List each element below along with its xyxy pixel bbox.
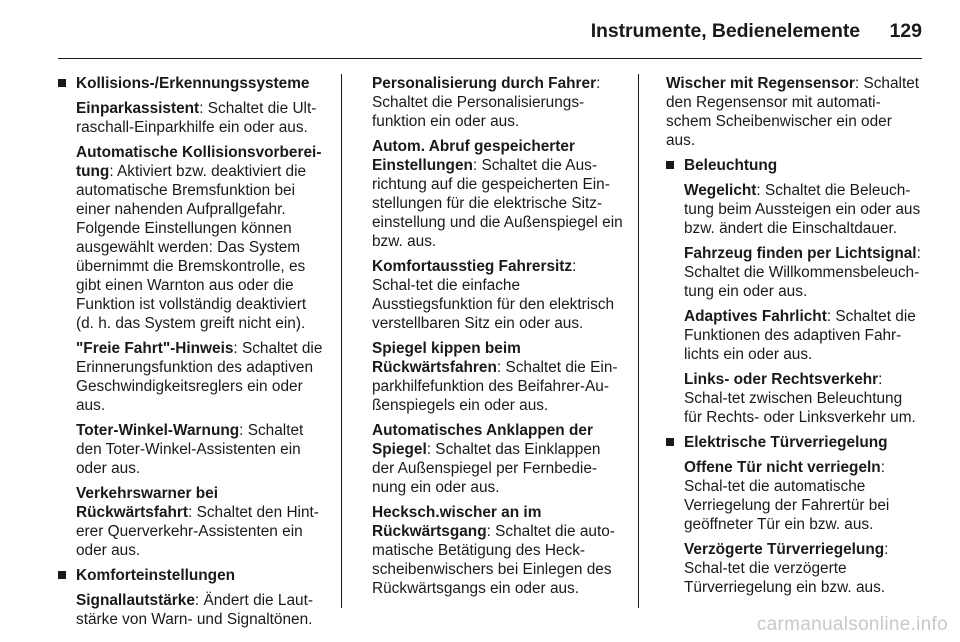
bullet-square-icon (666, 438, 674, 446)
setting-description: : Schaltet die Personalisierungs-funktion ein oder aus. (372, 75, 601, 130)
setting-description: : Schaltet das Einklappen der Außenspiegel per Fernbedie-nung ein oder aus. (372, 441, 601, 496)
section-heading (58, 74, 326, 93)
setting-entry (58, 339, 326, 415)
setting-entry (58, 484, 326, 560)
column-3 (666, 74, 924, 603)
section-heading (666, 433, 924, 452)
setting-description: : Schaltet die Erinnerungsfunktion des adaptiven Geschwindigkeitsreglers ein oder aus. (76, 340, 323, 414)
setting-entry (58, 591, 326, 629)
setting-entry (666, 307, 924, 364)
setting-entry (666, 181, 924, 238)
setting-description: : Schaltet die Ult-raschall-Einparkhilfe ein oder aus. (76, 100, 317, 136)
setting-term: Spiegel kippen beim Rückwärtsfahren (372, 340, 521, 376)
setting-description: : Schaltet die auto-matische Betätigung des Heck-scheibenwischers bei Einlegen des Rückwärtsgangs ein oder aus. (372, 523, 615, 597)
setting-term: Adaptives Fahrlicht (684, 308, 827, 325)
setting-term: "Freie Fahrt"-Hinweis (76, 340, 234, 357)
setting-term: Links- oder Rechtsverkehr (684, 371, 879, 388)
watermark: carmanualsonline.info (756, 614, 948, 635)
setting-entry (372, 421, 624, 497)
setting-term: Verkehrswarner bei Rückwärtsfahrt (76, 485, 219, 521)
setting-description: : Aktiviert bzw. deaktiviert die automatische Bremsfunktion bei einer nahenden Aufprallgefahr. Folgende Einstellungen können ausgewählt werden: Das System übernimmt die Bremskontrolle, es gibt einen Warnton aus oder die Funktion ist vollständig deaktiviert (d. h. das System greift nicht ein). (76, 163, 307, 332)
section-title: Elektrische Türverriegelung (684, 434, 888, 451)
header-divider (58, 58, 922, 59)
setting-term: Wegelicht (684, 182, 757, 199)
page-number: 129 (889, 20, 922, 42)
section-title: Beleuchtung (684, 157, 778, 174)
setting-description: : Schaltet den Regensensor mit automati-schem Scheibenwischer ein oder aus. (666, 75, 920, 149)
setting-entry (666, 458, 924, 534)
setting-description: : Schaltet die Willkommensbeleuch-tung ein oder aus. (684, 245, 921, 300)
setting-entry (58, 99, 326, 137)
setting-entry (666, 74, 924, 150)
setting-term: Einparkassistent (76, 100, 200, 117)
column-divider-1 (341, 74, 342, 608)
setting-entry (372, 339, 624, 415)
setting-description: : Schaltet die Funktionen des adaptiven Fahr-lichts ein oder aus. (684, 308, 916, 363)
column-divider-2 (638, 74, 639, 608)
setting-entry (372, 503, 624, 598)
setting-description: : Schal-tet zwischen Beleuchtung für Rechts- oder Linksverkehr um. (684, 371, 916, 426)
bullet-square-icon (666, 161, 674, 169)
section-heading (666, 156, 924, 175)
section-title: Komforteinstellungen (76, 567, 236, 584)
setting-term: Personalisierung durch Fahrer (372, 75, 597, 92)
setting-description: : Schaltet die Ein-parkhilfefunktion des Beifahrer-Au-ßenspiegels ein oder aus. (372, 359, 618, 414)
setting-entry (372, 257, 624, 333)
setting-term: Komfortausstieg Fahrersitz (372, 258, 573, 275)
setting-entry (58, 143, 326, 333)
section-title: Kollisions-/Erkennungssysteme (76, 75, 310, 92)
setting-term: Autom. Abruf gespeicherter Einstellungen (372, 138, 575, 174)
setting-description: : Schaltet den Hint-erer Querverkehr-Assistenten ein oder aus. (76, 504, 319, 559)
setting-entry (372, 137, 624, 251)
setting-entry (58, 421, 326, 478)
setting-entry (666, 540, 924, 597)
setting-term: Signallautstärke (76, 592, 195, 609)
setting-description: : Schal-tet die automatische Verriegelung der Fahrertür bei geöffneter Tür ein bzw. aus. (684, 459, 890, 533)
setting-term: Hecksch.wischer an im Rückwärtsgang (372, 504, 542, 540)
setting-term: Wischer mit Regensensor (666, 75, 855, 92)
page-title: Instrumente, Bedienelemente (590, 20, 860, 42)
setting-term: Offene Tür nicht verriegeln (684, 459, 881, 476)
column-1 (58, 74, 326, 635)
setting-entry (666, 370, 924, 427)
setting-description: : Schal-tet die verzögerte Türverriegelung ein bzw. aus. (684, 541, 889, 596)
setting-description: : Schaltet die Aus-richtung auf die gespeicherten Ein-stellungen für die elektrische Sitz-einstellung und die Außenspiegel ein bzw. aus. (372, 157, 623, 250)
setting-term: Automatisches Anklappen der Spiegel (372, 422, 593, 458)
setting-entry (666, 244, 924, 301)
setting-description: : Schaltet den Toter-Winkel-Assistenten ein oder aus. (76, 422, 304, 477)
setting-description: : Ändert die Laut-stärke von Warn- und Signaltönen. (76, 592, 313, 628)
setting-term: Toter-Winkel-Warnung (76, 422, 240, 439)
column-2 (372, 74, 624, 604)
bullet-square-icon (58, 79, 66, 87)
setting-description: : Schaltet die Beleuch-tung beim Aussteigen ein oder aus bzw. ändert die Einschaltdauer. (684, 182, 921, 237)
setting-description: : Schal-tet die einfache Ausstiegsfunktion für den elektrisch verstellbaren Sitz ein oder aus. (372, 258, 615, 332)
setting-term: Fahrzeug finden per Lichtsignal (684, 245, 917, 262)
section-heading (58, 566, 326, 585)
setting-term: Automatische Kollisionsvorberei-tung (76, 144, 322, 180)
setting-entry (372, 74, 624, 131)
bullet-square-icon (58, 571, 66, 579)
setting-term: Verzögerte Türverriegelung (684, 541, 885, 558)
